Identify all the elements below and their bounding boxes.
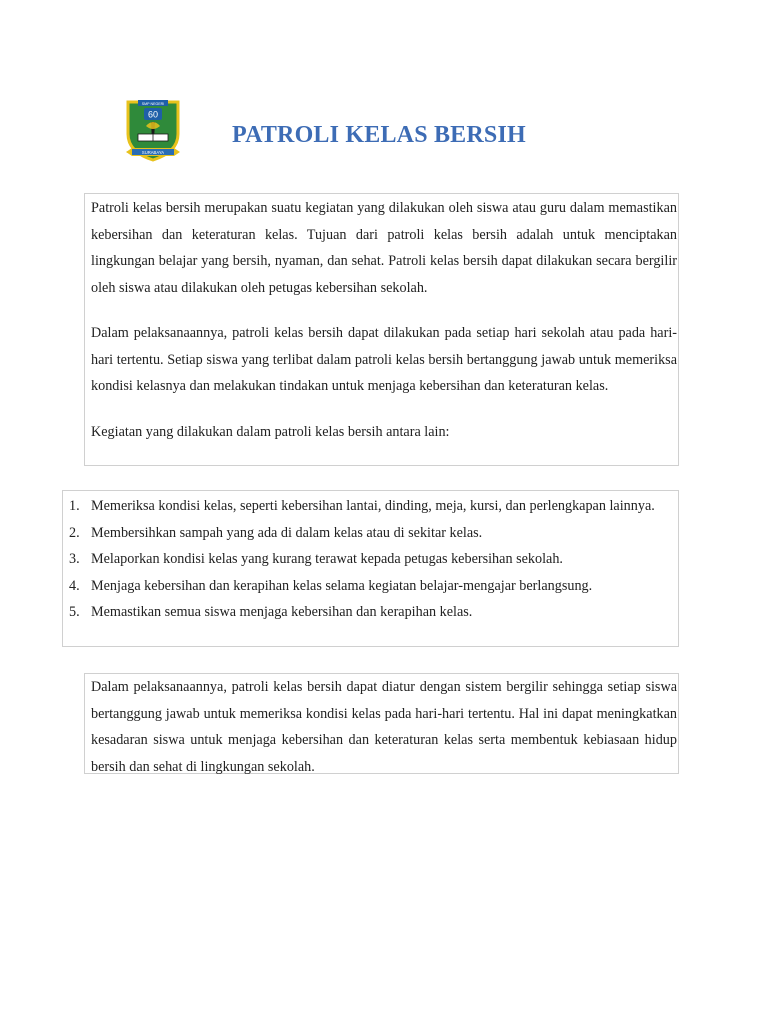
list-item [63,520,677,547]
list-item-text: Membersihkan sampah yang ada di dalam kelas atau di sekitar kelas. [91,524,483,541]
list-item-number: 4. [69,577,80,594]
list-item-number: 1. [69,498,80,514]
school-logo [124,96,182,166]
closing-section [84,673,679,774]
intro-paragraph-2: Dalam pelaksanaannya, patroli kelas bersih dapat dilakukan pada setiap hari sekolah atau pada hari-hari tertentu. Setiap siswa yang terlibat dalam patroli kelas bersih bertanggung jawab untuk memeriksa kondisi kelasnya dan melakukan tindakan untuk menjaga kebersihan dan keteraturan kelas. [91,325,677,394]
page-title: PATROLI KELAS BERSIH [232,122,526,148]
list-item-text: Menjaga kebersihan dan kerapihan kelas selama kegiatan belajar-mengajar berlangsung. [91,577,593,594]
list-item-text: Memeriksa kondisi kelas, seperti kebersihan lantai, dinding, meja, kursi, dan perlengkapan lainnya. [91,498,655,514]
list-item [63,599,677,626]
intro-section [84,193,679,466]
closing-paragraph: Dalam pelaksanaannya, patroli kelas bersih dapat diatur dengan sistem bergilir sehingga setiap siswa bertanggung jawab untuk memeriksa kondisi kelas pada hari-hari tertentu. Hal ini dapat meningkatkan kesadaran siswa untuk menjaga kebersihan dan keteraturan kelas serta membentuk kebiasaan hidup bersih dan sehat di lingkungan sekolah. [91,679,677,775]
logo-number: 60 [147,109,159,120]
activities-list [63,493,677,626]
list-item [63,573,677,600]
list-item-text: Melaporkan kondisi kelas yang kurang terawat kepada petugas kebersihan sekolah. [91,551,563,567]
list-item [63,493,677,520]
list-item [63,546,677,573]
list-item-number: 2. [69,524,80,541]
intro-paragraph-3: Kegiatan yang dilakukan dalam patroli kelas bersih antara lain: [91,423,450,440]
list-item-number: 3. [69,551,80,567]
list-item-text: Memastikan semua siswa menjaga kebersihan dan kerapihan kelas. [91,604,473,620]
logo-ribbon-text: SURABAYA [141,150,165,155]
logo-top-text: SMP NEGERI [141,102,165,106]
intro-paragraph-1: Patroli kelas bersih merupakan suatu kegiatan yang dilakukan oleh siswa atau guru dalam memastikan kebersihan dan keteraturan kelas. Tujuan dari patroli kelas bersih adalah untuk menciptakan lingkungan belajar yang bersih, nyaman, dan sehat. Patroli kelas bersih dapat dilakukan secara bergilir oleh siswa atau dilakukan oleh petugas kebersihan sekolah. [91,200,677,296]
activities-section [62,490,679,647]
list-item-number: 5. [69,604,80,620]
